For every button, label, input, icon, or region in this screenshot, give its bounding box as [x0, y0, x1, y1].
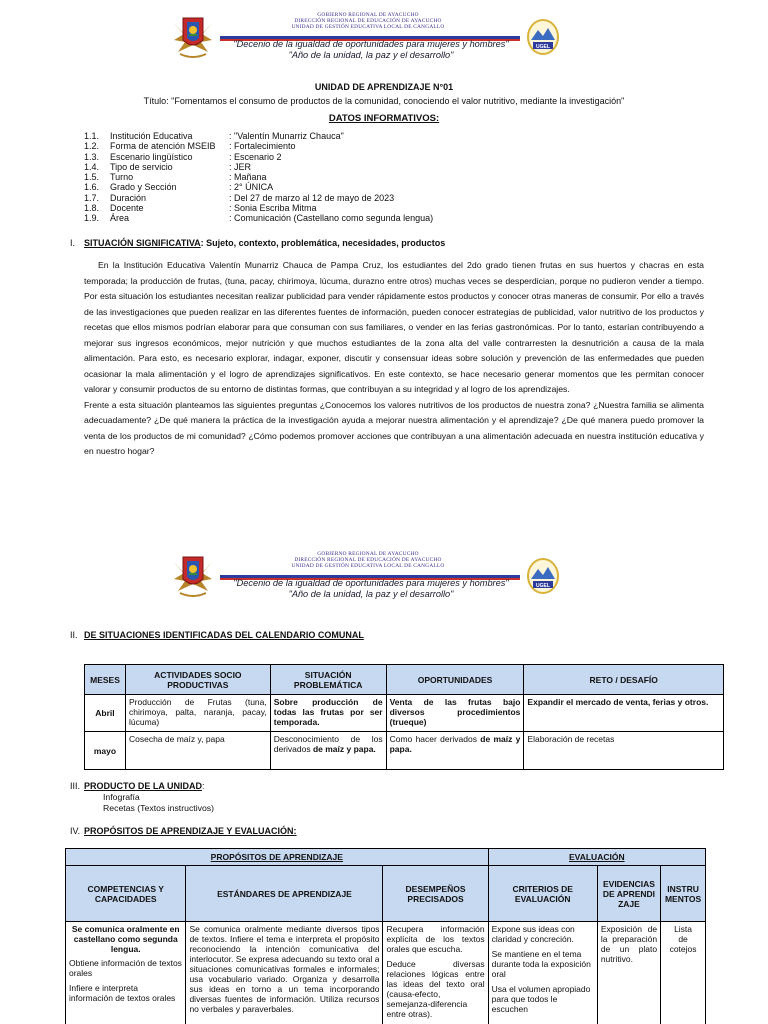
actividad-cell: Cosecha de maíz y, papa	[125, 732, 270, 770]
info-value: : Fortalecimiento	[229, 141, 296, 152]
unit-title: UNIDAD DE APRENDIZAJE N°01	[314, 82, 454, 92]
criterio-item: Usa el volumen apropiado para que todos le escuchen	[491, 984, 591, 1014]
info-label: Docente	[110, 203, 144, 214]
ugel-logo-text: UGEL	[536, 583, 550, 589]
section-number: II.	[70, 630, 78, 640]
column-header: SITUACIÓN PROBLEMÁTICA	[270, 665, 386, 695]
info-value: : Comunicación (Castellano como segunda lengua)	[229, 213, 434, 224]
info-value: : JER	[229, 161, 252, 172]
paragraph: Frente a esta situación planteamos las siguientes preguntas ¿Conocemos los valores nutritivos de los productos de nuestra zona? ¿Nuestra familia se alimenta adecuadamente? ¿De qué manera la práctica de la investigación ayuda a mejorar nuestra alimentación y el aprendizaje? ¿De qué manera puedo promover la venta de los productos de mi comunidad? ¿Cómo podemos promover acciones que contribuyan a una alimentación adecuada en nuestra institución educativa y en nuestro hogar?	[84, 399, 704, 456]
calendario-comunal-table	[84, 664, 724, 770]
slogan-year: "Año de la unidad, la paz y el desarrollo"	[288, 589, 454, 599]
section-title: DE SITUACIONES IDENTIFICADAS DEL CALENDARIO COMUNAL	[84, 630, 364, 640]
gov-line-3: UNIDAD DE GESTIÓN EDUCATIVA LOCAL DE CANGALLO	[291, 24, 445, 30]
estandar-cell	[186, 922, 383, 1024]
info-value: : Mañana	[229, 172, 267, 183]
info-value: : "Valentín Munarriz Chauca"	[229, 131, 344, 141]
section-number: IV.	[70, 826, 81, 836]
mes-cell: Abril	[85, 695, 126, 732]
info-label: Duración	[110, 192, 147, 203]
criterio-item: Se mantiene en el tema durante toda la exposición oral	[491, 949, 591, 979]
producto-item: Recetas (Textos instructivos)	[103, 803, 215, 813]
situacion-cell: Sobre producción de todas las frutas por ser temporada.	[270, 695, 386, 732]
column-header: EVIDENCIAS DE APRENDIZAJE	[597, 866, 660, 922]
instrumento-cell	[661, 922, 706, 1024]
situacion-significativa-text	[84, 258, 704, 460]
unit-subtitle: Título: "Fomentamos el consumo de productos de la comunidad, conociendo el valor nutritivo, mediante la investigación"	[143, 96, 625, 106]
info-num: 1.9.	[84, 213, 100, 224]
instrumento-text: Lista de cotejos	[669, 924, 697, 954]
info-num: 1.1.	[84, 131, 100, 141]
table-header-row	[66, 866, 706, 922]
reto-cell: Expandir el mercado de venta, ferias y otros.	[524, 695, 724, 732]
oportunidad-cell	[386, 732, 524, 770]
criterios-cell	[488, 922, 597, 1024]
info-list	[84, 131, 684, 224]
desempeno-item: Recupera información explícita de los textos orales que escucha.	[386, 924, 485, 954]
table-group-header-row	[66, 849, 706, 866]
section-number: III.	[70, 781, 81, 791]
info-row	[84, 213, 684, 223]
column-header: COMPETENCIAS Y CAPACIDADES	[66, 866, 186, 922]
producto-list	[103, 792, 214, 814]
info-value: : Del 27 de marzo al 12 de mayo de 2023	[229, 192, 395, 203]
ugel-logo	[526, 18, 560, 56]
table-row	[66, 922, 706, 1024]
slogan-decenio: "Decenio de la igualdad de oportunidades para mujeres y hombres"	[233, 39, 509, 49]
section-2-heading	[70, 630, 364, 640]
section-number: I.	[70, 238, 76, 248]
actividad-cell: Producción de Frutas (tuna, chirimoya, palta, naranja, pacay, lúcuma)	[125, 695, 270, 732]
info-label: Área	[110, 213, 130, 224]
info-value: : Sonia Escriba Mitma	[229, 203, 317, 214]
datos-informativos-heading: DATOS INFORMATIVOS:	[328, 113, 440, 124]
info-row	[84, 141, 684, 151]
column-header: INSTRUMENTOS	[661, 866, 706, 922]
gov-line-3: UNIDAD DE GESTIÓN EDUCATIVA LOCAL DE CANGALLO	[291, 563, 445, 569]
criterio-item: Expone sus ideas con claridad y concreción.	[491, 924, 575, 944]
column-header: DESEMPEÑOS PRECISADOS	[383, 866, 488, 922]
info-label: Institución Educativa	[110, 131, 193, 141]
section-title: SITUACIÓN SIGNIFICATIVA	[84, 238, 201, 248]
info-row	[84, 152, 684, 162]
info-row	[84, 203, 684, 213]
section-title: PRODUCTO DE LA UNIDAD	[84, 781, 203, 791]
ugel-logo-text: UGEL	[536, 44, 550, 50]
letterhead	[168, 12, 568, 62]
ugel-logo	[526, 557, 560, 595]
slogan-year: "Año de la unidad, la paz y el desarrollo"	[288, 50, 454, 60]
info-num: 1.4.	[84, 161, 100, 172]
evidencia-text: Exposición de la preparación de un plato nutritivo.	[600, 924, 658, 964]
section-3-heading	[70, 781, 205, 791]
mes-cell: mayo	[85, 732, 126, 770]
info-row	[84, 182, 684, 192]
group-header-propositos: PROPÓSITOS DE APRENDIZAJE	[66, 849, 489, 866]
info-num: 1.5.	[84, 172, 100, 183]
section-title-rest: : Sujeto, contexto, problemática, necesidades, productos	[200, 238, 446, 248]
table-header-row	[85, 665, 724, 695]
info-label: Forma de atención MSEIB	[110, 141, 216, 152]
competencia-cell	[66, 922, 186, 1024]
info-label: Escenario lingüístico	[110, 151, 193, 162]
info-label: Tipo de servicio	[110, 161, 173, 172]
info-num: 1.7.	[84, 192, 100, 203]
gov-line-1: GOBIERNO REGIONAL DE AYACUCHO	[317, 12, 419, 18]
section-4-heading	[70, 826, 297, 836]
column-header: MESES	[85, 665, 126, 695]
info-value: : Escenario 2	[229, 151, 282, 162]
info-num: 1.6.	[84, 182, 100, 193]
desempenos-cell	[383, 922, 488, 1024]
capacidad-item: Infiere e interpreta información de textos orales	[69, 983, 176, 1003]
table-row	[85, 695, 724, 732]
info-row	[84, 131, 684, 141]
capacidad-item: Obtiene información de textos orales	[69, 958, 182, 978]
group-header-evaluacion: EVALUACIÓN	[488, 849, 705, 866]
info-row	[84, 193, 684, 203]
section-title-rest: :	[202, 781, 205, 791]
propositos-evaluacion-table	[65, 848, 706, 1024]
section-1-heading	[70, 238, 445, 248]
column-header: CRITERIOS DE EVALUACIÓN	[488, 866, 597, 922]
situacion-cell	[270, 732, 386, 770]
reto-cell: Elaboración de recetas	[524, 732, 724, 770]
column-header: RETO / DESAFÍO	[524, 665, 724, 695]
slogan-decenio: "Decenio de la igualdad de oportunidades para mujeres y hombres"	[233, 578, 509, 588]
regional-crest-logo	[170, 12, 216, 60]
gov-line-2: DIRECCIÓN REGIONAL DE EDUCACIÓN DE AYACUCHO	[294, 557, 442, 563]
info-row	[84, 162, 684, 172]
desempeno-item: Deduce diversas relaciones lógicas entre las ideas del texto oral (causa-efecto, semejanza-diferencia entre otras).	[386, 959, 485, 1019]
info-label: Turno	[110, 172, 134, 183]
info-row	[84, 172, 684, 182]
table-row	[85, 732, 724, 770]
section-title: PROPÓSITOS DE APRENDIZAJE Y EVALUACIÓN:	[84, 826, 297, 836]
info-num: 1.2.	[84, 141, 100, 152]
letterhead	[168, 551, 568, 601]
oportunidad-text-bold: de maíz y papa.	[389, 734, 521, 754]
situacion-text-bold: de maíz y papa.	[312, 744, 376, 754]
info-num: 1.3.	[84, 151, 100, 162]
evidencia-cell	[597, 922, 660, 1024]
column-header: ESTÁNDARES DE APRENDIZAJE	[186, 866, 383, 922]
estandar-text: Se comunica oralmente mediante diversos tipos de textos. Infiere el tema e interpreta el propósito reconociendo la intención comunicativa del interlocutor. Se expresa adecuando su texto oral a situaciones comunicativas formales e informales; usa vocabulario variado. Organiza y desarrolla sus ideas en torno a un tema incorporando diversas fuentes de información. Utiliza recursos no verbales y paraverbales.	[189, 924, 380, 1014]
gov-line-1: GOBIERNO REGIONAL DE AYACUCHO	[317, 551, 419, 557]
info-value: : 2° ÚNICA	[229, 182, 274, 193]
column-header: ACTIVIDADES SOCIO PRODUCTIVAS	[125, 665, 270, 695]
situacion-text: Desconocimiento de los derivados	[273, 734, 383, 754]
regional-crest-logo	[170, 551, 216, 599]
oportunidad-text: Como hacer derivados	[389, 734, 481, 744]
paragraph: En la Institución Educativa Valentín Munarriz Chauca de Pampa Cruz, los estudiantes del 2do grado tienen frutas en sus huertos y chacras en esta temporada; la producción de frutas, (tuna, pacay, chirimoya, lúcuma, durazno entre otros) muchas veces se desperdician, porque no pudieron vender a tiempo. Por esta situación los estudiantes necesitan realizar publicidad para vender rápidamente estos productos y conocer otras maneras de consumir. Por ello a través de las investigaciones que pueden realizar en las diferentes fuentes de información, pueden conocer estrategias de publicidad, valor nutritivo de los productos y recetas que ellos mismos podrían elaborar para que consuman con sus familiares, o vender en las ferias gastronómicas. Por lo tanto, estarían contribuyendo a mejorar sus ingresos económicos, mejor nutrición y que muchos estudiantes de la zona alta del valle contrarresten la desnutrición a causa de la mala alimentación. Para esto, es necesario explorar, indagar, exponer, discutir y consensuar ideas sobre solución y prevención de las enfermedades que pueden ocasionar la mala alimentación y el logro de aprendizajes significativos. En este contexto, se hace necesario generar momentos que les permitan conocer valorar y consumir productos de su entorno de distintas formas, que contribuyan a su integridad y al logro de los aprendizajes.	[84, 260, 704, 394]
info-label: Grado y Sección	[110, 182, 177, 193]
info-num: 1.8.	[84, 203, 100, 214]
producto-item: Infografía	[103, 792, 140, 802]
gov-line-2: DIRECCIÓN REGIONAL DE EDUCACIÓN DE AYACUCHO	[294, 18, 442, 24]
oportunidad-cell: Venta de las frutas bajo diversos procedimientos (trueque)	[386, 695, 524, 732]
competencia-title: Se comunica oralmente en castellano como segunda lengua.	[71, 924, 180, 954]
column-header: OPORTUNIDADES	[386, 665, 524, 695]
